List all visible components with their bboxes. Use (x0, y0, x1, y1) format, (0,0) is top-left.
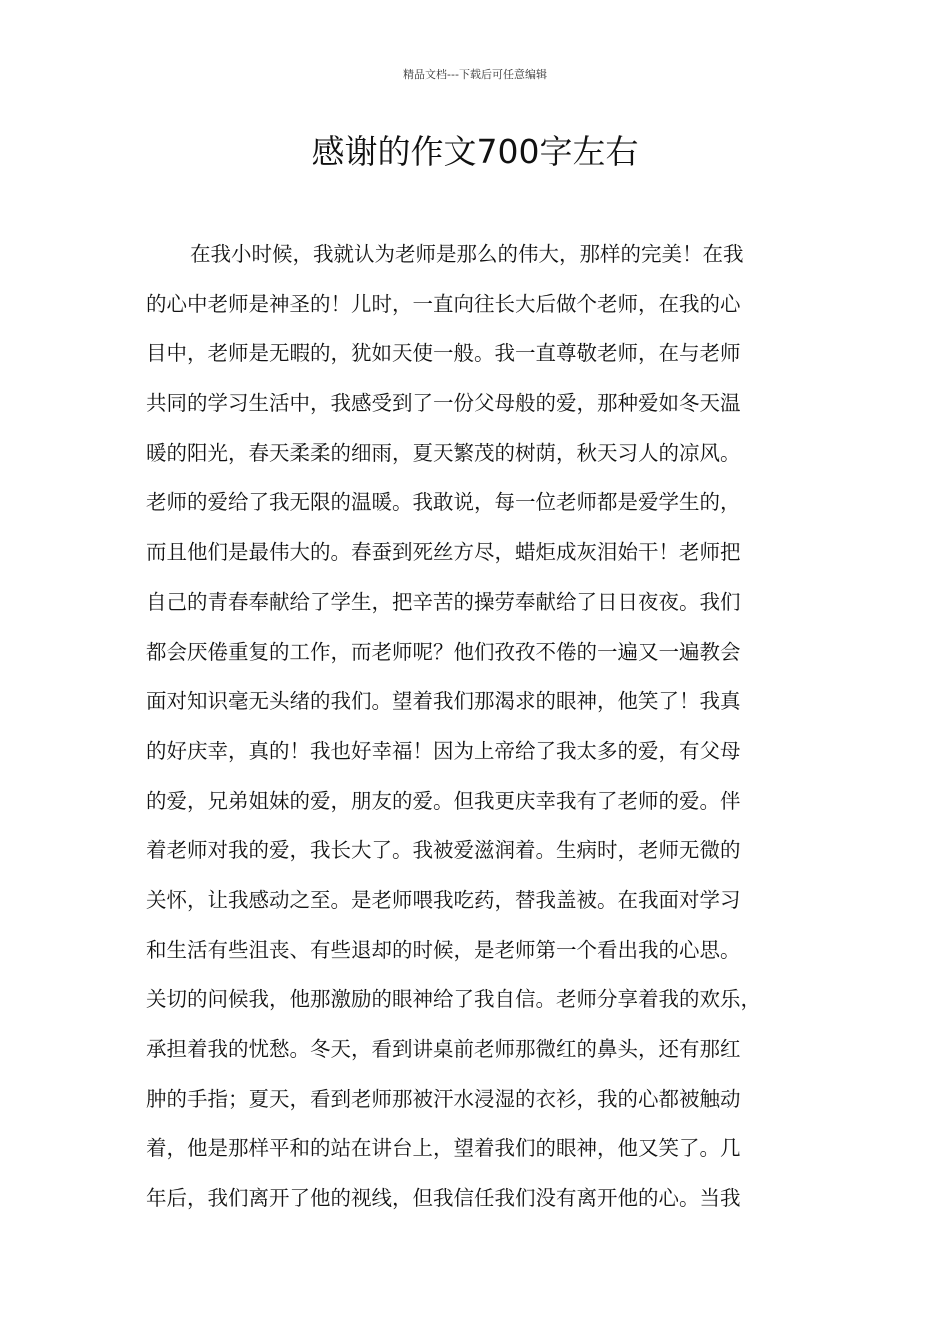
essay-line: 而且他们是最伟大的。春蚕到死丝方尽，蜡炬成灰泪始干！老师把 (146, 540, 741, 565)
essay-line: 的好庆幸，真的！我也好幸福！因为上帝给了我太多的爱，有父母 (146, 738, 741, 763)
essay-body (146, 230, 846, 1224)
essay-line: 的心中老师是神圣的！儿时，一直向往长大后做个老师，在我的心 (146, 291, 741, 316)
essay-line: 老师的爱给了我无限的温暖。我敢说，每一位老师都是爱学生的， (146, 490, 741, 515)
essay-line: 和生活有些沮丧、有些退却的时候，是老师第一个看出我的心思。 (146, 937, 741, 962)
document-title: 感谢的作文700字左右 (311, 132, 639, 171)
essay-line: 关怀，让我感动之至。是老师喂我吃药，替我盖被。在我面对学习 (146, 887, 741, 912)
essay-line: 共同的学习生活中，我感受到了一份父母般的爱，那种爱如冬天温 (146, 391, 741, 416)
essay-line: 在我小时候，我就认为老师是那么的伟大，那样的完美！在我 (190, 242, 744, 266)
essay-line: 目中，老师是无暇的，犹如天使一般。我一直尊敬老师，在与老师 (146, 341, 741, 366)
essay-line: 年后，我们离开了他的视线，但我信任我们没有离开他的心。当我 (146, 1186, 741, 1211)
essay-line: 关切的问候我，他那激励的眼神给了我自信。老师分享着我的欢乐， (146, 987, 761, 1012)
essay-line: 面对知识毫无头绪的我们。望着我们那渴求的眼神，他笑了！我真 (146, 689, 741, 714)
essay-line: 的爱，兄弟姐妹的爱，朋友的爱。但我更庆幸我有了老师的爱。伴 (146, 788, 741, 813)
essay-line: 着老师对我的爱，我长大了。我被爱滋润着。生病时，老师无微的 (146, 838, 741, 863)
essay-line: 肿的手指；夏天，看到老师那被汗水浸湿的衣衫，我的心都被触动 (146, 1086, 741, 1111)
header-note: 精品文档---下载后可任意编辑 (403, 68, 547, 81)
essay-line: 都会厌倦重复的工作，而老师呢？他们孜孜不倦的一遍又一遍教会 (146, 639, 741, 664)
essay-line: 承担着我的忧愁。冬天，看到讲桌前老师那微红的鼻头，还有那红 (146, 1037, 741, 1061)
essay-line: 暖的阳光，春天柔柔的细雨，夏天繁茂的树荫，秋天习人的凉风。 (146, 440, 741, 465)
essay-line: 自己的青春奉献给了学生，把辛苦的操劳奉献给了日日夜夜。我们 (146, 589, 741, 614)
essay-line: 着，他是那样平和的站在讲台上，望着我们的眼神，他又笑了。几 (146, 1136, 741, 1161)
